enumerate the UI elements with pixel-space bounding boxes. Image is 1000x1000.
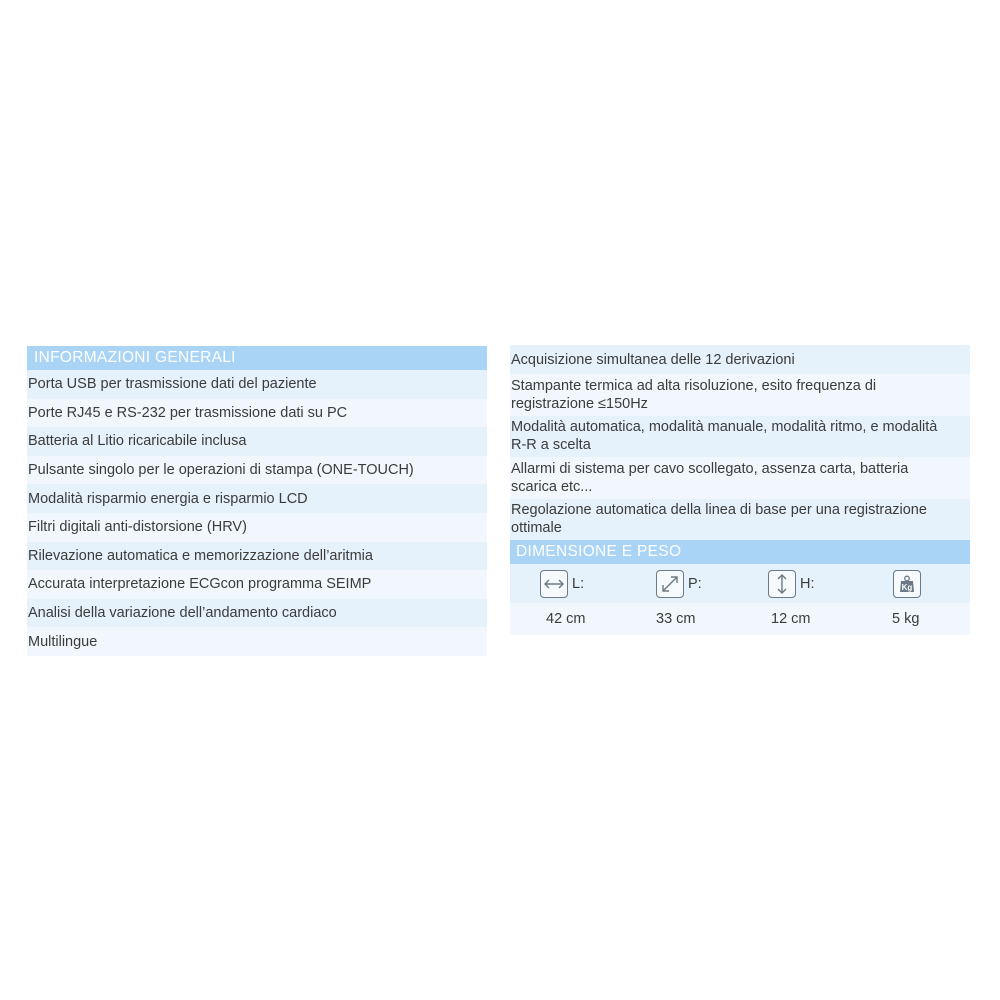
list-item: Porte RJ45 e RS-232 per trasmissione dati su PC xyxy=(27,399,487,428)
list-item: Multilingue xyxy=(27,627,487,656)
depth-arrow-icon xyxy=(656,570,684,598)
list-item: Allarmi di sistema per cavo scollegato, assenza carta, batteria scarica etc... xyxy=(510,457,970,499)
list-item: Modalità automatica, modalità manuale, modalità ritmo, e modalità R-R a scelta xyxy=(510,416,970,458)
list-item: Analisi della variazione dell’andamento cardiaco xyxy=(27,599,487,628)
features-section xyxy=(510,345,970,635)
dimensions-values-row xyxy=(510,603,970,635)
list-item: Filtri digitali anti-distorsione (HRV) xyxy=(27,513,487,542)
dimensions-icons-row xyxy=(510,564,970,603)
list-item: Porta USB per trasmissione dati del paziente xyxy=(27,370,487,399)
dimension-label: L: xyxy=(572,575,585,592)
list-item: Batteria al Litio ricaricabile inclusa xyxy=(27,427,487,456)
list-item: Accurata interpretazione ECGcon programma SEIMP xyxy=(27,570,487,599)
list-item: Stampante termica ad alta risoluzione, esito frequenza di registrazione ≤150Hz xyxy=(510,374,970,416)
list-item: Modalità risparmio energia e risparmio LCD xyxy=(27,484,487,513)
dimension-width xyxy=(540,564,584,603)
height-arrow-icon xyxy=(768,570,796,598)
dimension-label: H: xyxy=(800,575,815,592)
weight-kg-icon xyxy=(893,570,921,598)
list-item: Pulsante singolo per le operazioni di stampa (ONE-TOUCH) xyxy=(27,456,487,485)
weight-icon-text: Kg xyxy=(901,582,913,592)
general-info-header: INFORMAZIONI GENERALI xyxy=(27,346,487,370)
dimension-depth xyxy=(656,564,702,603)
dimension-value: 42 cm xyxy=(546,611,586,627)
general-info-section xyxy=(27,346,487,656)
dimension-label: P: xyxy=(688,575,702,592)
dimension-value: 33 cm xyxy=(656,611,696,627)
dimension-weight xyxy=(893,564,921,603)
dimension-value: 12 cm xyxy=(771,611,811,627)
dimensions-header: DIMENSIONE E PESO xyxy=(510,540,970,564)
width-arrow-icon xyxy=(540,570,568,598)
list-item: Rilevazione automatica e memorizzazione dell’aritmia xyxy=(27,542,487,571)
list-item: Acquisizione simultanea delle 12 derivazioni xyxy=(510,345,970,374)
dimension-height xyxy=(768,564,815,603)
dimension-value: 5 kg xyxy=(892,611,920,627)
list-item: Regolazione automatica della linea di base per una registrazione ottimale xyxy=(510,499,970,541)
